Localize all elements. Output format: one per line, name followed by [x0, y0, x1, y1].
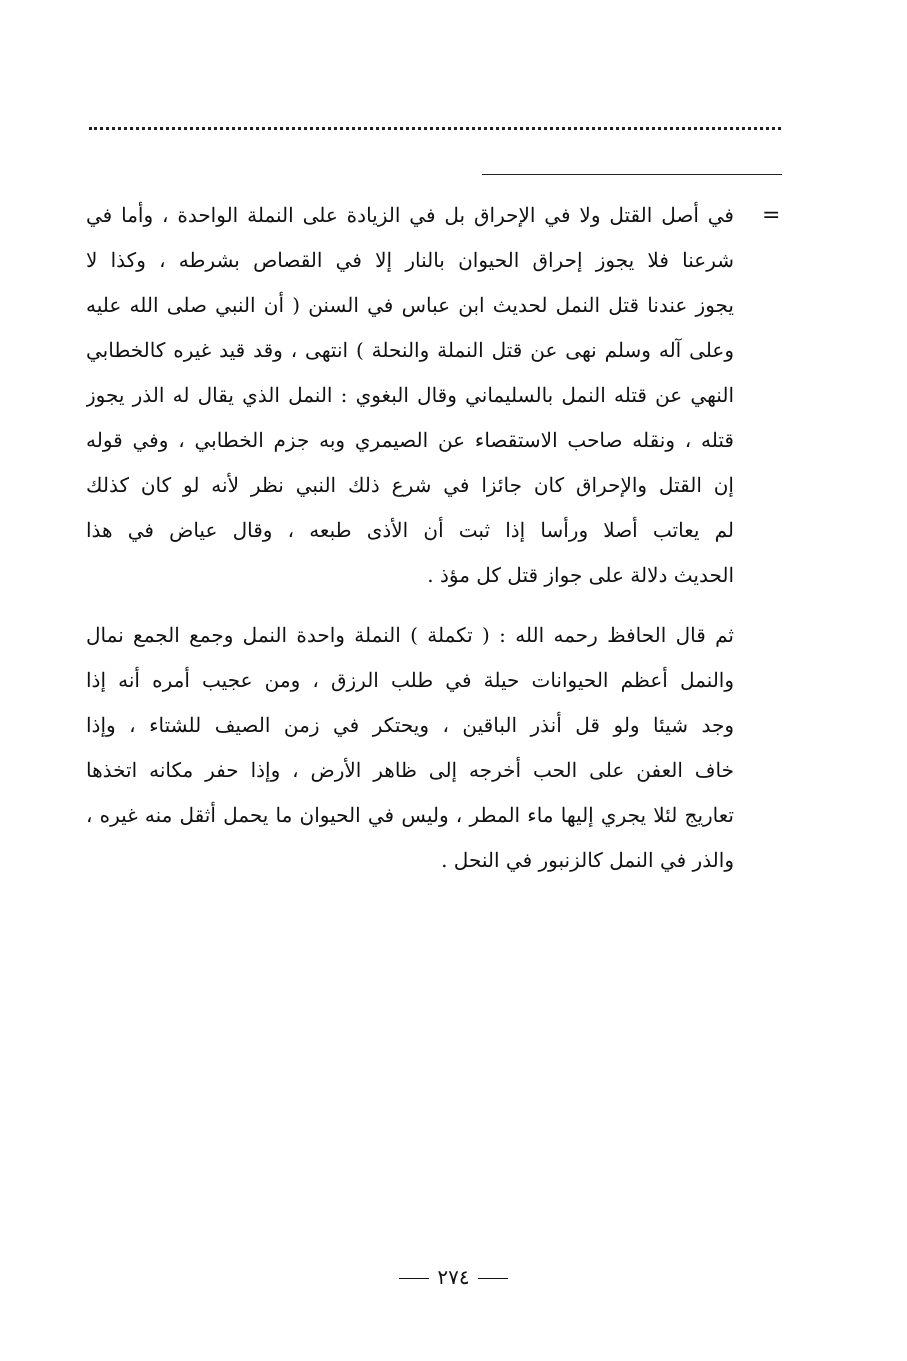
paragraph-2: [86, 613, 734, 883]
text-line: ثم قال الحافظ رحمه الله : ( تكملة ) النملة واحدة النمل وجمع الجمع نمال: [86, 623, 734, 647]
text-line: شرعنا فلا يجوز إحراق الحيوان بالنار إلا في القصاص بشرطه ، وكذا لا: [86, 248, 734, 272]
page-number: ٢٧٤: [437, 1265, 470, 1289]
folio-dash-right: [478, 1278, 508, 1279]
page-footer: [0, 1262, 907, 1292]
text-line: وعلى آله وسلم نهى عن قتل النملة والنحلة ) انتهى ، وقد قيد غيره كالخطابي: [86, 338, 734, 362]
text-line: النهي عن قتله النمل بالسليماني وقال البغوي : النمل الذي يقال له الذر يجوز: [86, 383, 734, 407]
text-line: والذر في النمل كالزنبور في النحل .: [441, 848, 734, 872]
text-line: وجد شيئا ولو قل أنذر الباقين ، ويحتكر في زمن الصيف للشتاء ، وإذا: [86, 713, 734, 737]
text-line: لم يعاتب أصلا ورأسا إذا ثبت أن الأذى طبعه ، وقال عياض في هذا: [86, 518, 734, 542]
text-line: الحديث دلالة على جواز قتل كل مؤذ .: [427, 563, 734, 587]
header-dotted-separator: [89, 127, 781, 130]
text-line: إن القتل والإحراق كان جائزا في شرع ذلك النبي نظر لأنه لو كان كذلك: [86, 473, 734, 497]
text-line: قتله ، ونقله صاحب الاستقصاء عن الصيمري وبه جزم الخطابي ، وفي قوله: [86, 428, 734, 452]
text-line: تعاريج لئلا يجري إليها ماء المطر ، وليس في الحيوان ما يحمل أثقل منه غيره ،: [86, 803, 734, 827]
text-line: في أصل القتل ولا في الإحراق بل في الزيادة على النملة الواحدة ، وأما في: [86, 203, 734, 227]
text-line: يجوز عندنا قتل النمل لحديث ابن عباس في السنن ( أن النبي صلى الله عليه: [86, 293, 734, 317]
folio-dash-left: [399, 1278, 429, 1279]
text-line: خاف العفن على الحب أخرجه إلى ظاهر الأرض ، وإذا حفر مكانه اتخذها: [86, 758, 734, 782]
paragraph-1: [86, 193, 734, 598]
text-line: والنمل أعظم الحيوانات حيلة في طلب الرزق ، ومن عجيب أمره أنه إذا: [86, 668, 734, 692]
footnote-rule: [482, 174, 782, 175]
continuation-mark: =: [762, 203, 781, 228]
